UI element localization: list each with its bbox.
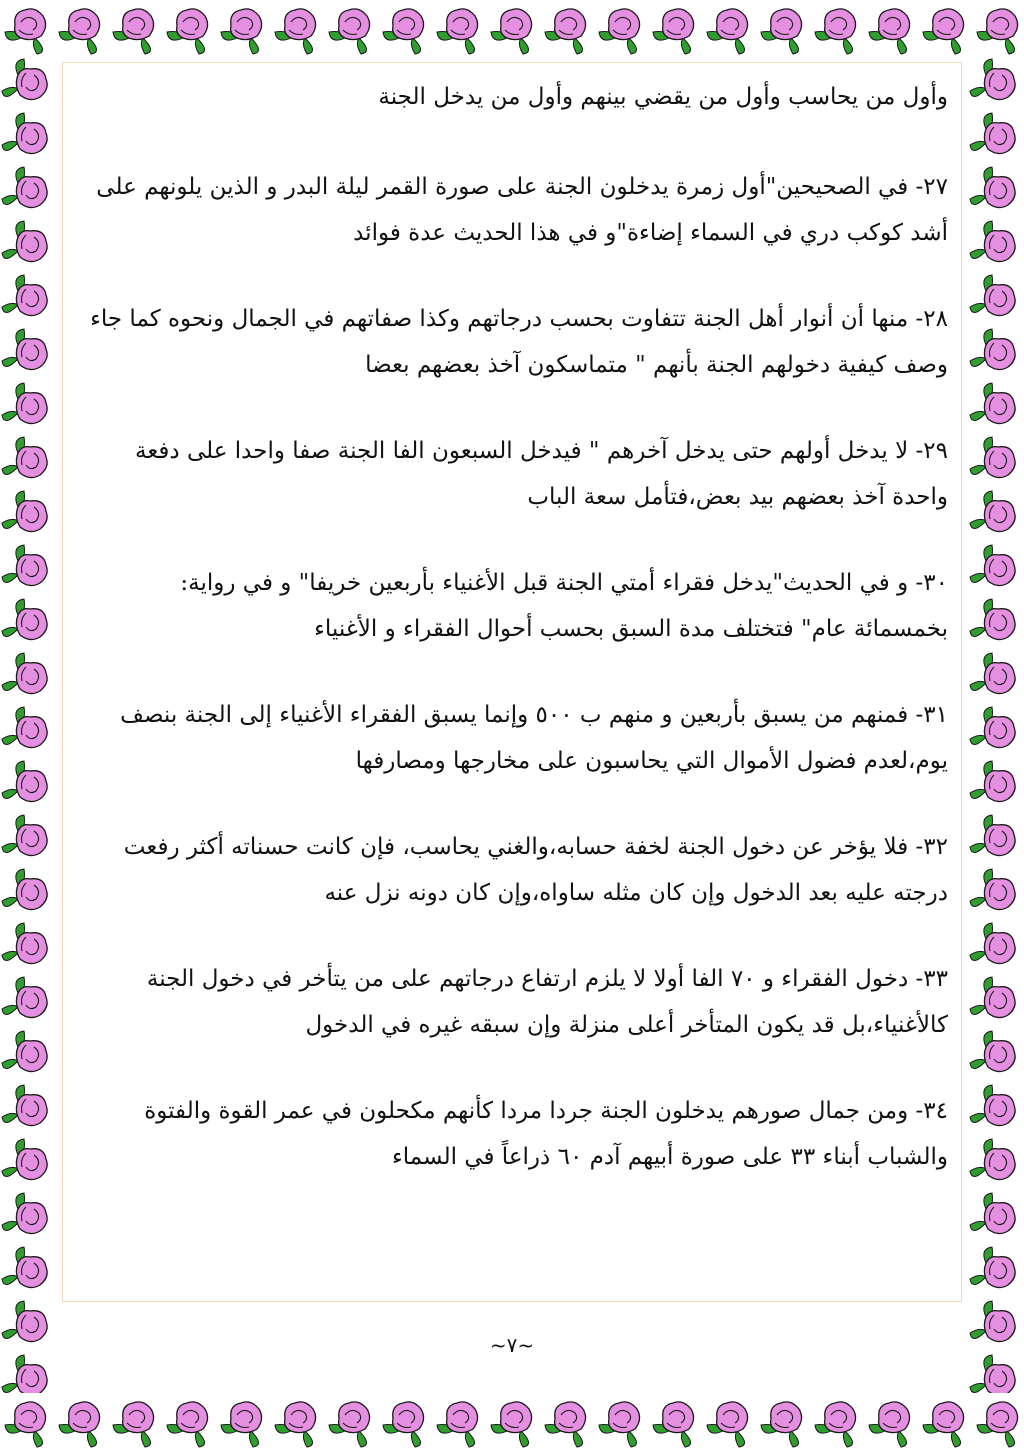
pink-rose-with-green-leaves-icon [970,1193,1015,1234]
page-number: ~٧~ [489,1333,535,1357]
pink-rose-with-green-leaves-icon [113,9,154,54]
paragraph-34: ٣٤- ومن جمال صورهم يدخلون الجنة جردا مردا كأنهم مكحلون في عمر القوة والفتوة والشباب أبناء ٣٣ على صورة أبيهم آدم ٦٠ ذراعاً في السماء [144,1098,948,1170]
pink-rose-with-green-leaves-icon [970,491,1015,532]
paragraph-29: ٢٩- لا يدخل أولهم حتى يدخل آخرهم " فيدخل السبعون الفا الجنة صفا واحدا على دفعة واحدة آخذ بعضهم بيد بعض،فتأمل سعة الباب [135,438,948,510]
pink-rose-with-green-leaves-icon [970,1247,1015,1288]
pink-rose-with-green-leaves-icon [815,9,856,54]
pink-rose-with-green-leaves-icon [5,1402,46,1447]
pink-rose-with-green-leaves-icon [970,275,1015,316]
pink-rose-with-green-leaves-icon [815,1402,856,1447]
pink-rose-with-green-leaves-icon [970,221,1015,262]
pink-rose-with-green-leaves-icon [221,9,262,54]
pink-rose-with-green-leaves-icon [970,653,1015,694]
pink-rose-with-green-leaves-icon [923,1402,964,1447]
bottom-rose-border [0,1393,1024,1449]
pink-rose-with-green-leaves-icon [167,9,208,54]
pink-rose-with-green-leaves-icon [2,1085,47,1126]
pink-rose-with-green-leaves-icon [2,437,47,478]
pink-rose-with-green-leaves-icon [970,1355,1015,1393]
rose-border-svg [0,0,1024,56]
pink-rose-with-green-leaves-icon [2,1193,47,1234]
pink-rose-with-green-leaves-icon [275,9,316,54]
pink-rose-with-green-leaves-icon [383,9,424,54]
pink-rose-with-green-leaves-icon [275,1402,316,1447]
top-rose-border [0,0,1024,56]
pink-rose-with-green-leaves-icon [2,977,47,1018]
pink-rose-with-green-leaves-icon [2,383,47,424]
rose-border-svg [968,56,1024,1393]
pink-rose-with-green-leaves-icon [923,9,964,54]
pink-rose-with-green-leaves-icon [707,9,748,54]
paragraph-continuation: وأول من يحاسب وأول من يقضي بينهم وأول من يدخل الجنة [378,84,948,110]
pink-rose-with-green-leaves-icon [437,1402,478,1447]
paragraph-27: ٢٧- في الصحيحين"أول زمرة يدخلون الجنة على صورة القمر ليلة البدر و الذين يلونهم على أشد كوكب دري في السماء إضاءة"و في هذا الحديث عدة فوائد [96,174,948,246]
page-body [84,74,948,1220]
pink-rose-with-green-leaves-icon [59,1402,100,1447]
rose-border-svg [0,56,56,1393]
right-rose-border [968,56,1024,1393]
pink-rose-with-green-leaves-icon [970,977,1015,1018]
pink-rose-with-green-leaves-icon [113,1402,154,1447]
pink-rose-with-green-leaves-icon [970,761,1015,802]
pink-rose-with-green-leaves-icon [545,1402,586,1447]
pink-rose-with-green-leaves-icon [2,221,47,262]
pink-rose-with-green-leaves-icon [970,383,1015,424]
pink-rose-with-green-leaves-icon [761,9,802,54]
pink-rose-with-green-leaves-icon [383,1402,424,1447]
pink-rose-with-green-leaves-icon [2,599,47,640]
pink-rose-with-green-leaves-icon [970,437,1015,478]
pink-rose-with-green-leaves-icon [970,815,1015,856]
pink-rose-with-green-leaves-icon [970,1139,1015,1180]
pink-rose-with-green-leaves-icon [977,9,1018,54]
pink-rose-with-green-leaves-icon [2,923,47,964]
paragraph-33: ٣٣- دخول الفقراء و ٧٠ الفا أولا لا يلزم ارتفاع درجاتهم على من يتأخر في دخول الجنة كالأغنياء،بل قد يكون المتأخر أعلى منزلة وإن سبقه غيره في الدخول [146,966,948,1038]
pink-rose-with-green-leaves-icon [653,9,694,54]
pink-rose-with-green-leaves-icon [167,1402,208,1447]
pink-rose-with-green-leaves-icon [977,1402,1018,1447]
pink-rose-with-green-leaves-icon [2,1031,47,1072]
pink-rose-with-green-leaves-icon [2,653,47,694]
paragraph-28: ٢٨- منها أن أنوار أهل الجنة تتفاوت بحسب درجاتهم وكذا صفاتهم في الجمال ونحوه كما جاء وصف كيفية دخولهم الجنة بأنهم " متماسكون آخذ بعضهم بعضا [90,306,948,378]
pink-rose-with-green-leaves-icon [2,761,47,802]
pink-rose-with-green-leaves-icon [970,59,1015,100]
paragraph-30: ٣٠- و في الحديث"يدخل فقراء أمتي الجنة قبل الأغنياء بأربعين خريفا" و في رواية: بخمسمائة عام" فتختلف مدة السبق بحسب أحوال الفقراء و الأغنياء [180,570,948,642]
pink-rose-with-green-leaves-icon [970,329,1015,370]
pink-rose-with-green-leaves-icon [2,167,47,208]
pink-rose-with-green-leaves-icon [869,1402,910,1447]
pink-rose-with-green-leaves-icon [2,1139,47,1180]
pink-rose-with-green-leaves-icon [2,1247,47,1288]
pink-rose-with-green-leaves-icon [2,545,47,586]
pink-rose-with-green-leaves-icon [2,815,47,856]
pink-rose-with-green-leaves-icon [970,1085,1015,1126]
pink-rose-with-green-leaves-icon [2,329,47,370]
pink-rose-with-green-leaves-icon [437,9,478,54]
pink-rose-with-green-leaves-icon [2,707,47,748]
paragraph-32: ٣٢- فلا يؤخر عن دخول الجنة لخفة حسابه،والغني يحاسب، فإن كانت حسناته أكثر رفعت درجته عليه بعد الدخول وإن كان مثله ساواه،وإن كان دونه نزل عنه [123,834,948,906]
paragraph-31: ٣١- فمنهم من يسبق بأربعين و منهم ب ٥٠٠ وإنما يسبق الفقراء الأغنياء إلى الجنة بنصف يوم،لعدم فضول الأموال التي يحاسبون على مخارجها ومصارفها [120,702,948,774]
pink-rose-with-green-leaves-icon [2,275,47,316]
pink-rose-with-green-leaves-icon [329,1402,370,1447]
pink-rose-with-green-leaves-icon [2,59,47,100]
pink-rose-with-green-leaves-icon [970,167,1015,208]
pink-rose-with-green-leaves-icon [869,9,910,54]
rose-border-svg [0,1393,1024,1449]
pink-rose-with-green-leaves-icon [2,491,47,532]
pink-rose-with-green-leaves-icon [970,1031,1015,1072]
pink-rose-with-green-leaves-icon [970,545,1015,586]
pink-rose-with-green-leaves-icon [329,9,370,54]
pink-rose-with-green-leaves-icon [707,1402,748,1447]
pink-rose-with-green-leaves-icon [970,599,1015,640]
pink-rose-with-green-leaves-icon [599,9,640,54]
pink-rose-with-green-leaves-icon [59,9,100,54]
pink-rose-with-green-leaves-icon [599,1402,640,1447]
pink-rose-with-green-leaves-icon [545,9,586,54]
pink-rose-with-green-leaves-icon [970,923,1015,964]
pink-rose-with-green-leaves-icon [2,1355,47,1393]
pink-rose-with-green-leaves-icon [970,869,1015,910]
pink-rose-with-green-leaves-icon [2,869,47,910]
pink-rose-with-green-leaves-icon [653,1402,694,1447]
pink-rose-with-green-leaves-icon [2,113,47,154]
pink-rose-with-green-leaves-icon [761,1402,802,1447]
pink-rose-with-green-leaves-icon [5,9,46,54]
pink-rose-with-green-leaves-icon [491,1402,532,1447]
pink-rose-with-green-leaves-icon [970,113,1015,154]
pink-rose-with-green-leaves-icon [221,1402,262,1447]
pink-rose-with-green-leaves-icon [491,9,532,54]
left-rose-border [0,56,56,1393]
pink-rose-with-green-leaves-icon [970,707,1015,748]
